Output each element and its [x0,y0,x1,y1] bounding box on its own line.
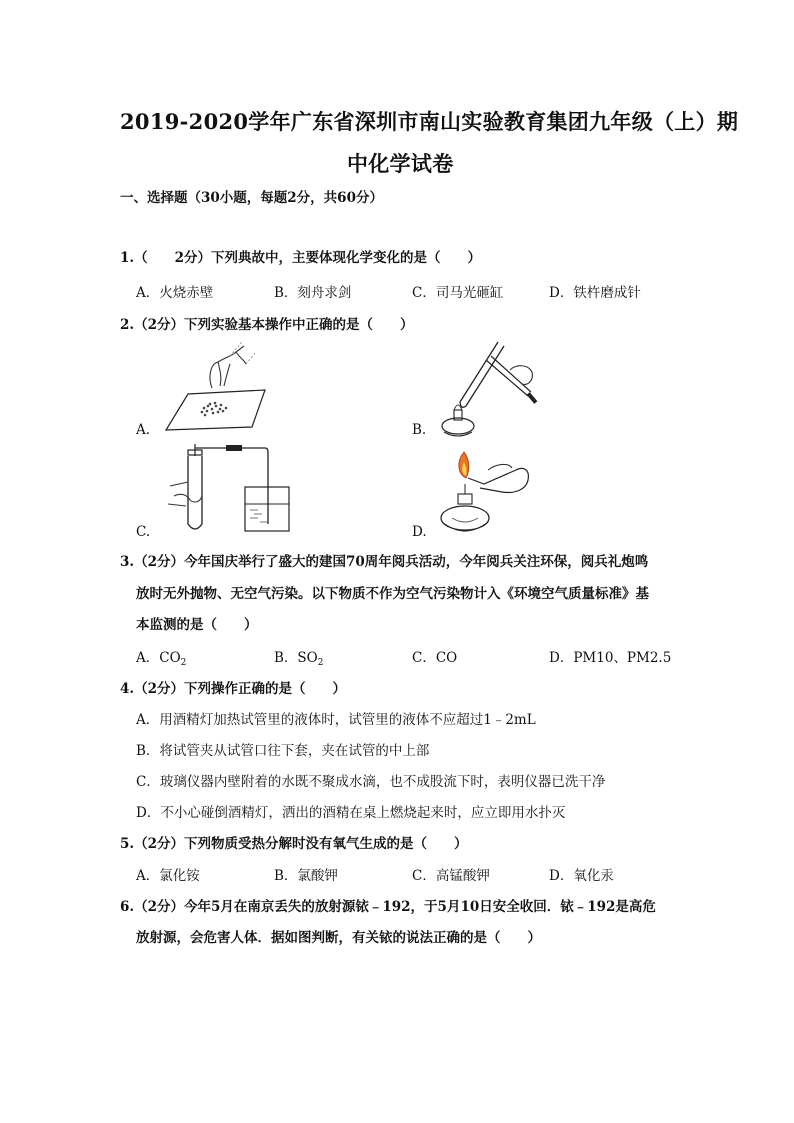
title-line-2: 中化学试卷 [347,151,454,176]
question-3-option-a: A．$CO_2$ [136,650,187,668]
question-2-label-b: B. [412,422,427,438]
question-3-option-b: B．$SO_2$ [274,650,324,668]
question-3-line-2: 放时无外抛物、无空气污染。以下物质不作为空气污染物计入《环境空气质量标准》基 [136,586,649,602]
title-line-1: 2019-2020学年广东省深圳市南山实验教育集团九年级（上）期 [120,109,739,134]
question-2-label-a: A. [136,422,151,438]
question-3-option-c: C．CO [412,650,458,666]
question-4-option-b: B．将试管夹从试管口往下套，夹在试管的中上部 [136,743,430,759]
question-4-option-c: C．玻璃仪器内壁附着的水既不聚成水滴，也不成股流下时，表明仪器已洗干净 [136,774,606,790]
question-1-option-a: A．火烧赤壁 [136,285,214,301]
question-4-stem: 4.（2分）下列操作正确的是（ ） [120,681,346,697]
question-5-stem: 5.（2分）下列物质受热分解时没有氧气生成的是（ ） [120,836,468,852]
question-3-line-1: 3.（2分）今年国庆举行了盛大的建国70周年阅兵活动，今年阅兵关注环保，阅兵礼炮鸣 [120,554,649,570]
question-4-option-a: A．用酒精灯加热试管里的液体时，试管里的液体不应超过1﹣2mL [136,712,536,728]
question-1-option-d: D．铁杵磨成针 [549,285,641,301]
question-5-option-d: D．氧化汞 [549,868,614,884]
question-4-option-d: D．不小心碰倒酒精灯，洒出的酒精在桌上燃烧起来时，应立即用水扑灭 [136,805,566,821]
figure-a-solid-on-paper [160,342,270,437]
figure-d-lighting-alcohol-lamp [436,448,536,540]
question-5-option-b: B．氯酸钾 [274,868,338,884]
question-5-option-a: A．氯化铵 [136,868,200,884]
question-1-stem: 1.（ 2分）下列典故中，主要体现化学变化的是（ ） [120,250,481,266]
question-3-line-3: 本监测的是（ ） [136,617,258,633]
question-6-line-2: 放射源，会危害人体．据如图判断，有关铱的说法正确的是（ ） [136,930,541,946]
question-1-option-c: C．司马光砸缸 [412,285,504,301]
section-heading: 一、选择题（30小题，每题2分，共60分） [120,190,383,206]
question-2-stem: 2.（2分）下列实验基本操作中正确的是（ ） [120,317,414,333]
question-1-option-b: B．刻舟求剑 [274,285,352,301]
question-2-label-d: D. [412,524,427,540]
figure-c-airtightness-check [160,444,295,536]
question-6-line-1: 6.（2分）今年5月在南京丢失的放射源铱﹣192，于5月10日安全收回．铱﹣192是高危 [120,899,656,915]
question-5-option-c: C．高锰酸钾 [412,868,490,884]
figure-b-heating-test-tube [436,340,541,440]
question-3-option-d: D．PM10、PM2.5 [549,650,672,666]
question-2-label-c: C. [136,524,151,540]
